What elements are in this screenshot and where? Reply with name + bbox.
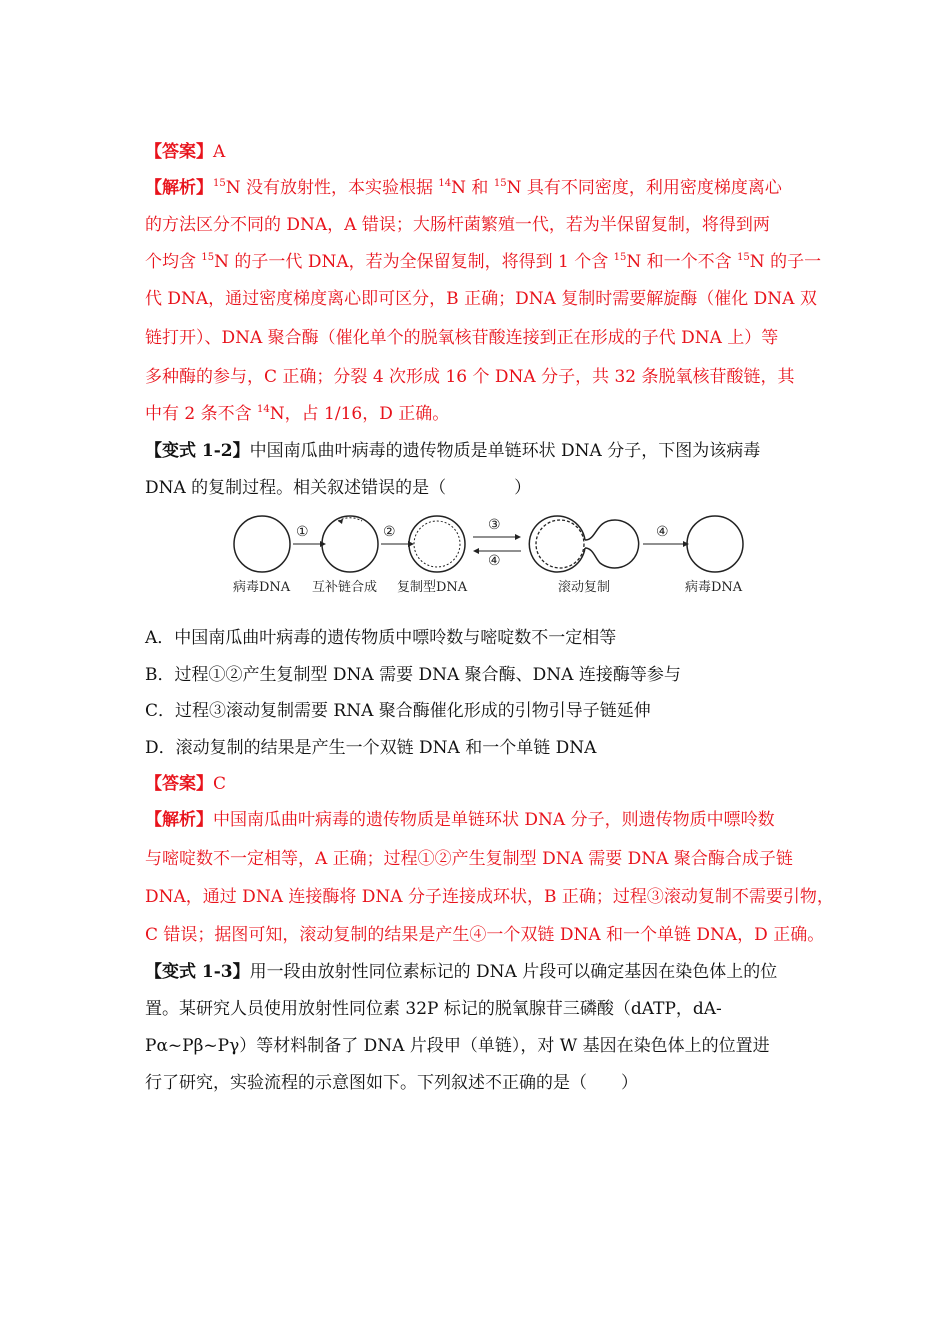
rolling-circle-outer [529, 516, 585, 572]
option-b: B．过程①②产生复制型 DNA 需要 DNA 聚合酶、DNA 连接酶等参与 [145, 665, 681, 685]
superscript: 15 [737, 252, 750, 263]
step-label-4: ④ [656, 524, 669, 540]
analysis1-line-1 [145, 177, 782, 199]
step-label-4-reverse: ④ [488, 553, 501, 569]
text: 中国南瓜曲叶病毒的遗传物质是单链环状 DNA 分子，下图为该病毒 [249, 441, 761, 461]
superscript: 15 [493, 178, 507, 189]
variant13-line-4: 行了研究，实验流程的示意图如下。下列叙述不正确的是（ ） [145, 1073, 638, 1093]
analysis1-line-5: 链打开）、DNA 聚合酶（催化单个的脱氧核苷酸连接到正在形成的子代 DNA 上）等 [145, 328, 779, 348]
text: 中有 2 条不含 [145, 404, 258, 424]
diagram-label-virus-dna-2: 病毒DNA [685, 580, 743, 595]
analysis1-line-3 [145, 251, 821, 273]
diagram-label-replicative: 复制型DNA [397, 580, 468, 595]
displaced-strand [585, 520, 639, 568]
analysis1-line-6: 多种酶的参与，C 正确；分裂 4 次形成 16 个 DNA 分子，共 32 条脱氧核苷酸链，其 [145, 367, 795, 387]
analysis-label: 【解析】 [145, 178, 213, 198]
text: N 的子一 [749, 252, 822, 272]
variant12-line-1 [145, 440, 760, 462]
superscript: 15 [613, 252, 627, 263]
step-label-3: ③ [488, 517, 501, 533]
text: 用一段由放射性同位素标记的 DNA 片段可以确定基因在染色体上的位 [249, 962, 778, 982]
replicative-form-circle [409, 516, 465, 572]
answer-line-1 [145, 141, 225, 163]
text: N 的子一代 DNA，若为全保留复制，将得到 1 个含 [214, 252, 614, 272]
analysis2-line-4: C 错误；据图可知，滚动复制的结果是产生④一个双链 DNA 和一个单链 DNA，D 正确。 [145, 925, 825, 945]
variant13-line-2: 置。某研究人员使用放射性同位素 32P 标记的脱氧腺苷三磷酸（dATP，dA- [145, 999, 722, 1019]
text: N 没有放射性，本实验根据 [225, 178, 439, 198]
analysis2-line-2: 与嘧啶数不一定相等，A 正确；过程①②产生复制型 DNA 需要 DNA 聚合酶合成子链 [145, 849, 793, 869]
variant13-line-3: Pα~Pβ~Pγ）等材料制备了 DNA 片段甲（单链），对 W 基因在染色体上的位置进 [145, 1036, 770, 1056]
analysis1-line-2: 的方法区分不同的 DNA，A 错误；大肠杆菌繁殖一代，若为半保留复制，将得到两 [145, 215, 770, 235]
answer-label: 【答案】 [145, 774, 213, 794]
virus-dna-circle-2 [687, 516, 743, 572]
text: N 具有不同密度，利用密度梯度离心 [506, 178, 782, 198]
variant13-line-1 [145, 961, 777, 983]
option-c: C．过程③滚动复制需要 RNA 聚合酶催化形成的引物引导子链延伸 [145, 701, 651, 721]
superscript: 14 [257, 404, 270, 415]
superscript: 15 [201, 252, 215, 263]
analysis1-line-7 [145, 403, 449, 425]
complementary-synthesis-circle [322, 516, 378, 572]
option-d: D．滚动复制的结果是产生一个双链 DNA 和一个单链 DNA [145, 738, 597, 758]
analysis-label: 【解析】 [145, 810, 213, 830]
step-label-2: ② [383, 524, 396, 540]
analysis2-line-1 [145, 809, 775, 831]
answer-label: 【答案】 [145, 142, 213, 162]
diagram-label-rolling: 滚动复制 [558, 580, 611, 595]
text: 中国南瓜曲叶病毒的遗传物质是单链环状 DNA 分子，则遗传物质中嘌呤数 [213, 810, 775, 830]
text: N 和一个不含 [626, 252, 738, 272]
option-a: A．中国南瓜曲叶病毒的遗传物质中嘌呤数与嘧啶数不一定相等 [145, 628, 617, 648]
text: N 和 [451, 178, 494, 198]
text: N，占 1/16，D 正确。 [269, 404, 450, 424]
variant-label: 【变式 1-3】 [145, 962, 250, 982]
variant12-line-2: DNA 的复制过程。相关叙述错误的是（ ） [145, 478, 532, 498]
virus-dna-circle [234, 516, 290, 572]
analysis2-line-3: DNA，通过 DNA 连接酶将 DNA 分子连接成环状，B 正确；过程③滚动复制不需要引物， [145, 887, 834, 907]
answer-line-2 [145, 773, 226, 795]
superscript: 14 [438, 178, 452, 189]
analysis1-line-4: 代 DNA，通过密度梯度离心即可区分，B 正确；DNA 复制时需要解旋酶（催化 DNA 双 [145, 289, 817, 309]
text: 个均含 [145, 252, 202, 272]
diagram-label-complementary: 互补链合成 [312, 580, 378, 595]
variant-label: 【变式 1-2】 [145, 441, 250, 461]
answer-value: C [213, 774, 227, 794]
superscript: 15 [213, 178, 226, 189]
diagram-label-virus-dna: 病毒DNA [233, 580, 291, 595]
answer-value: A [213, 142, 226, 162]
rolling-circle-inner [536, 520, 584, 568]
step-label-1: ① [296, 524, 309, 540]
